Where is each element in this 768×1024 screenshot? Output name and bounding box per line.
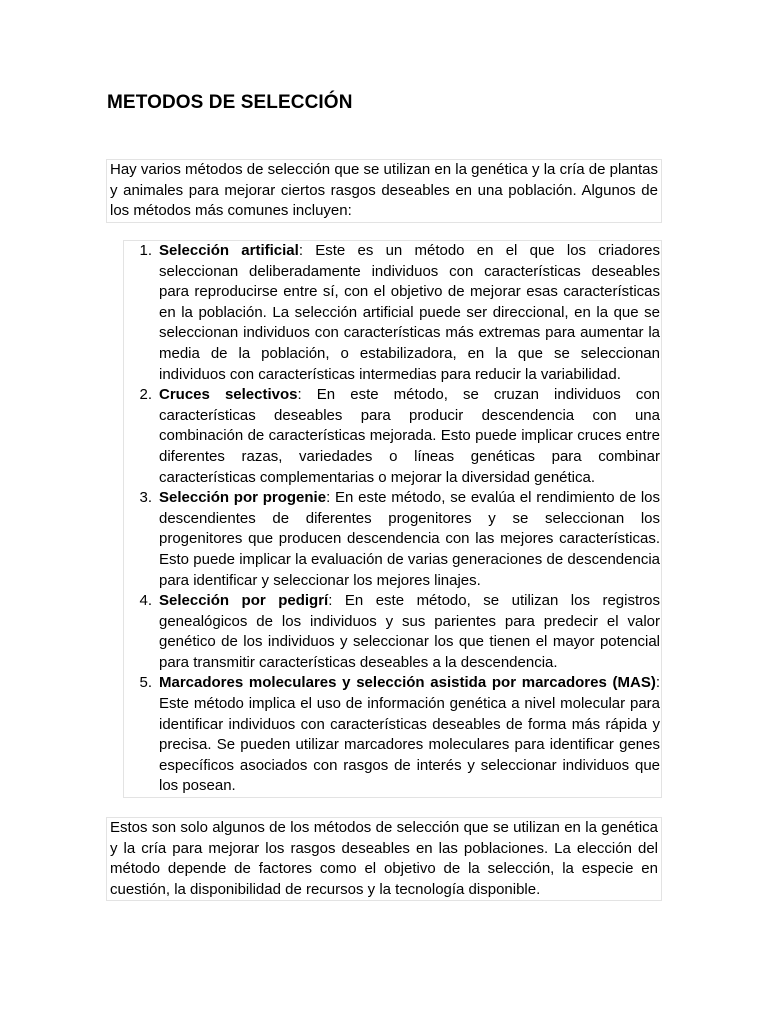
list-item-number: 5 . (124, 673, 152, 797)
list-item (124, 488, 661, 591)
list-item-number: 2 . (124, 385, 152, 488)
method-term: Selección artificial (159, 242, 299, 259)
list-item-text (152, 385, 661, 488)
method-term: Marcadores moleculares y selección asistida por marcadores (MAS) (159, 674, 656, 692)
method-description: : En este método, se utilizan los registros genealógicos de los individuos y sus parientes para predecir el valor genético de los individuos y seleccionar los que tienen el mayor potencial para transmitir características deseables a la descendencia. (159, 592, 660, 671)
intro-paragraph: Hay varios métodos de selección que se utilizan en la genética y la cría de plantas y animales para mejorar ciertos rasgos deseables en una población. Algunos de los métodos más comunes incluyen: (106, 159, 662, 223)
list-item (124, 591, 661, 673)
list-item-text (152, 241, 661, 385)
method-term: Cruces selectivos (159, 386, 298, 404)
method-description: : En este método, se cruzan individuos con características deseables para producir descendencia con una combinación de características mejorada. Esto puede implicar cruces entre diferentes razas, variedades o líneas genéticas para combinar características complementarias o mejorar la diversidad genética. (159, 386, 661, 486)
method-description: : Este método implica el uso de información genética a nivel molecular para identificar individuos con características deseables de forma más rápida y precisa. Se pueden utilizar marcadores moleculares para identificar genes específicos asociados con rasgos de interés y seleccionar individuos que los posean. (159, 674, 660, 795)
method-description: : En este método, se evalúa el rendimiento de los descendientes de diferentes progenitores y se seleccionan los progenitores que producen descendencia con las mejores características. Esto puede implicar la evaluación de varias generaciones de descendencia para identificar y seleccionar los mejores linajes. (159, 489, 661, 589)
method-description: : Este es un método en el que los criadores seleccionan deliberadamente individuos con características deseables para reproducirse entre sí, con el objetivo de mejorar esas características en la población. La selección artificial puede ser direccional, en la que se seleccionan individuos con características más extremas para aumentar la media de la población, o estabilizadora, en la que se seleccionan individuos con características intermedias para reducir la variabilidad. (159, 242, 660, 383)
method-term: Selección por pedigrí (159, 592, 329, 610)
list-item-number: 3 . (124, 488, 152, 591)
list-item-text (152, 673, 661, 797)
list-item (124, 241, 661, 385)
list-item (124, 673, 661, 797)
list-item (124, 385, 661, 488)
page-title: METODOS DE SELECCIÓN (107, 92, 353, 113)
list-item-text (152, 488, 661, 591)
list-item-number: 4 . (124, 591, 152, 673)
list-item-text (152, 591, 661, 673)
method-term: Selección por progenie (159, 489, 327, 507)
methods-list (123, 240, 662, 798)
conclusion-paragraph: Estos son solo algunos de los métodos de selección que se utilizan en la genética y la cría para mejorar los rasgos deseables en las poblaciones. La elección del método depende de factores como el objetivo de la selección, la especie en cuestión, la disponibilidad de recursos y la tecnología disponible. (106, 817, 662, 901)
list-item-number: 1 . (124, 241, 152, 385)
